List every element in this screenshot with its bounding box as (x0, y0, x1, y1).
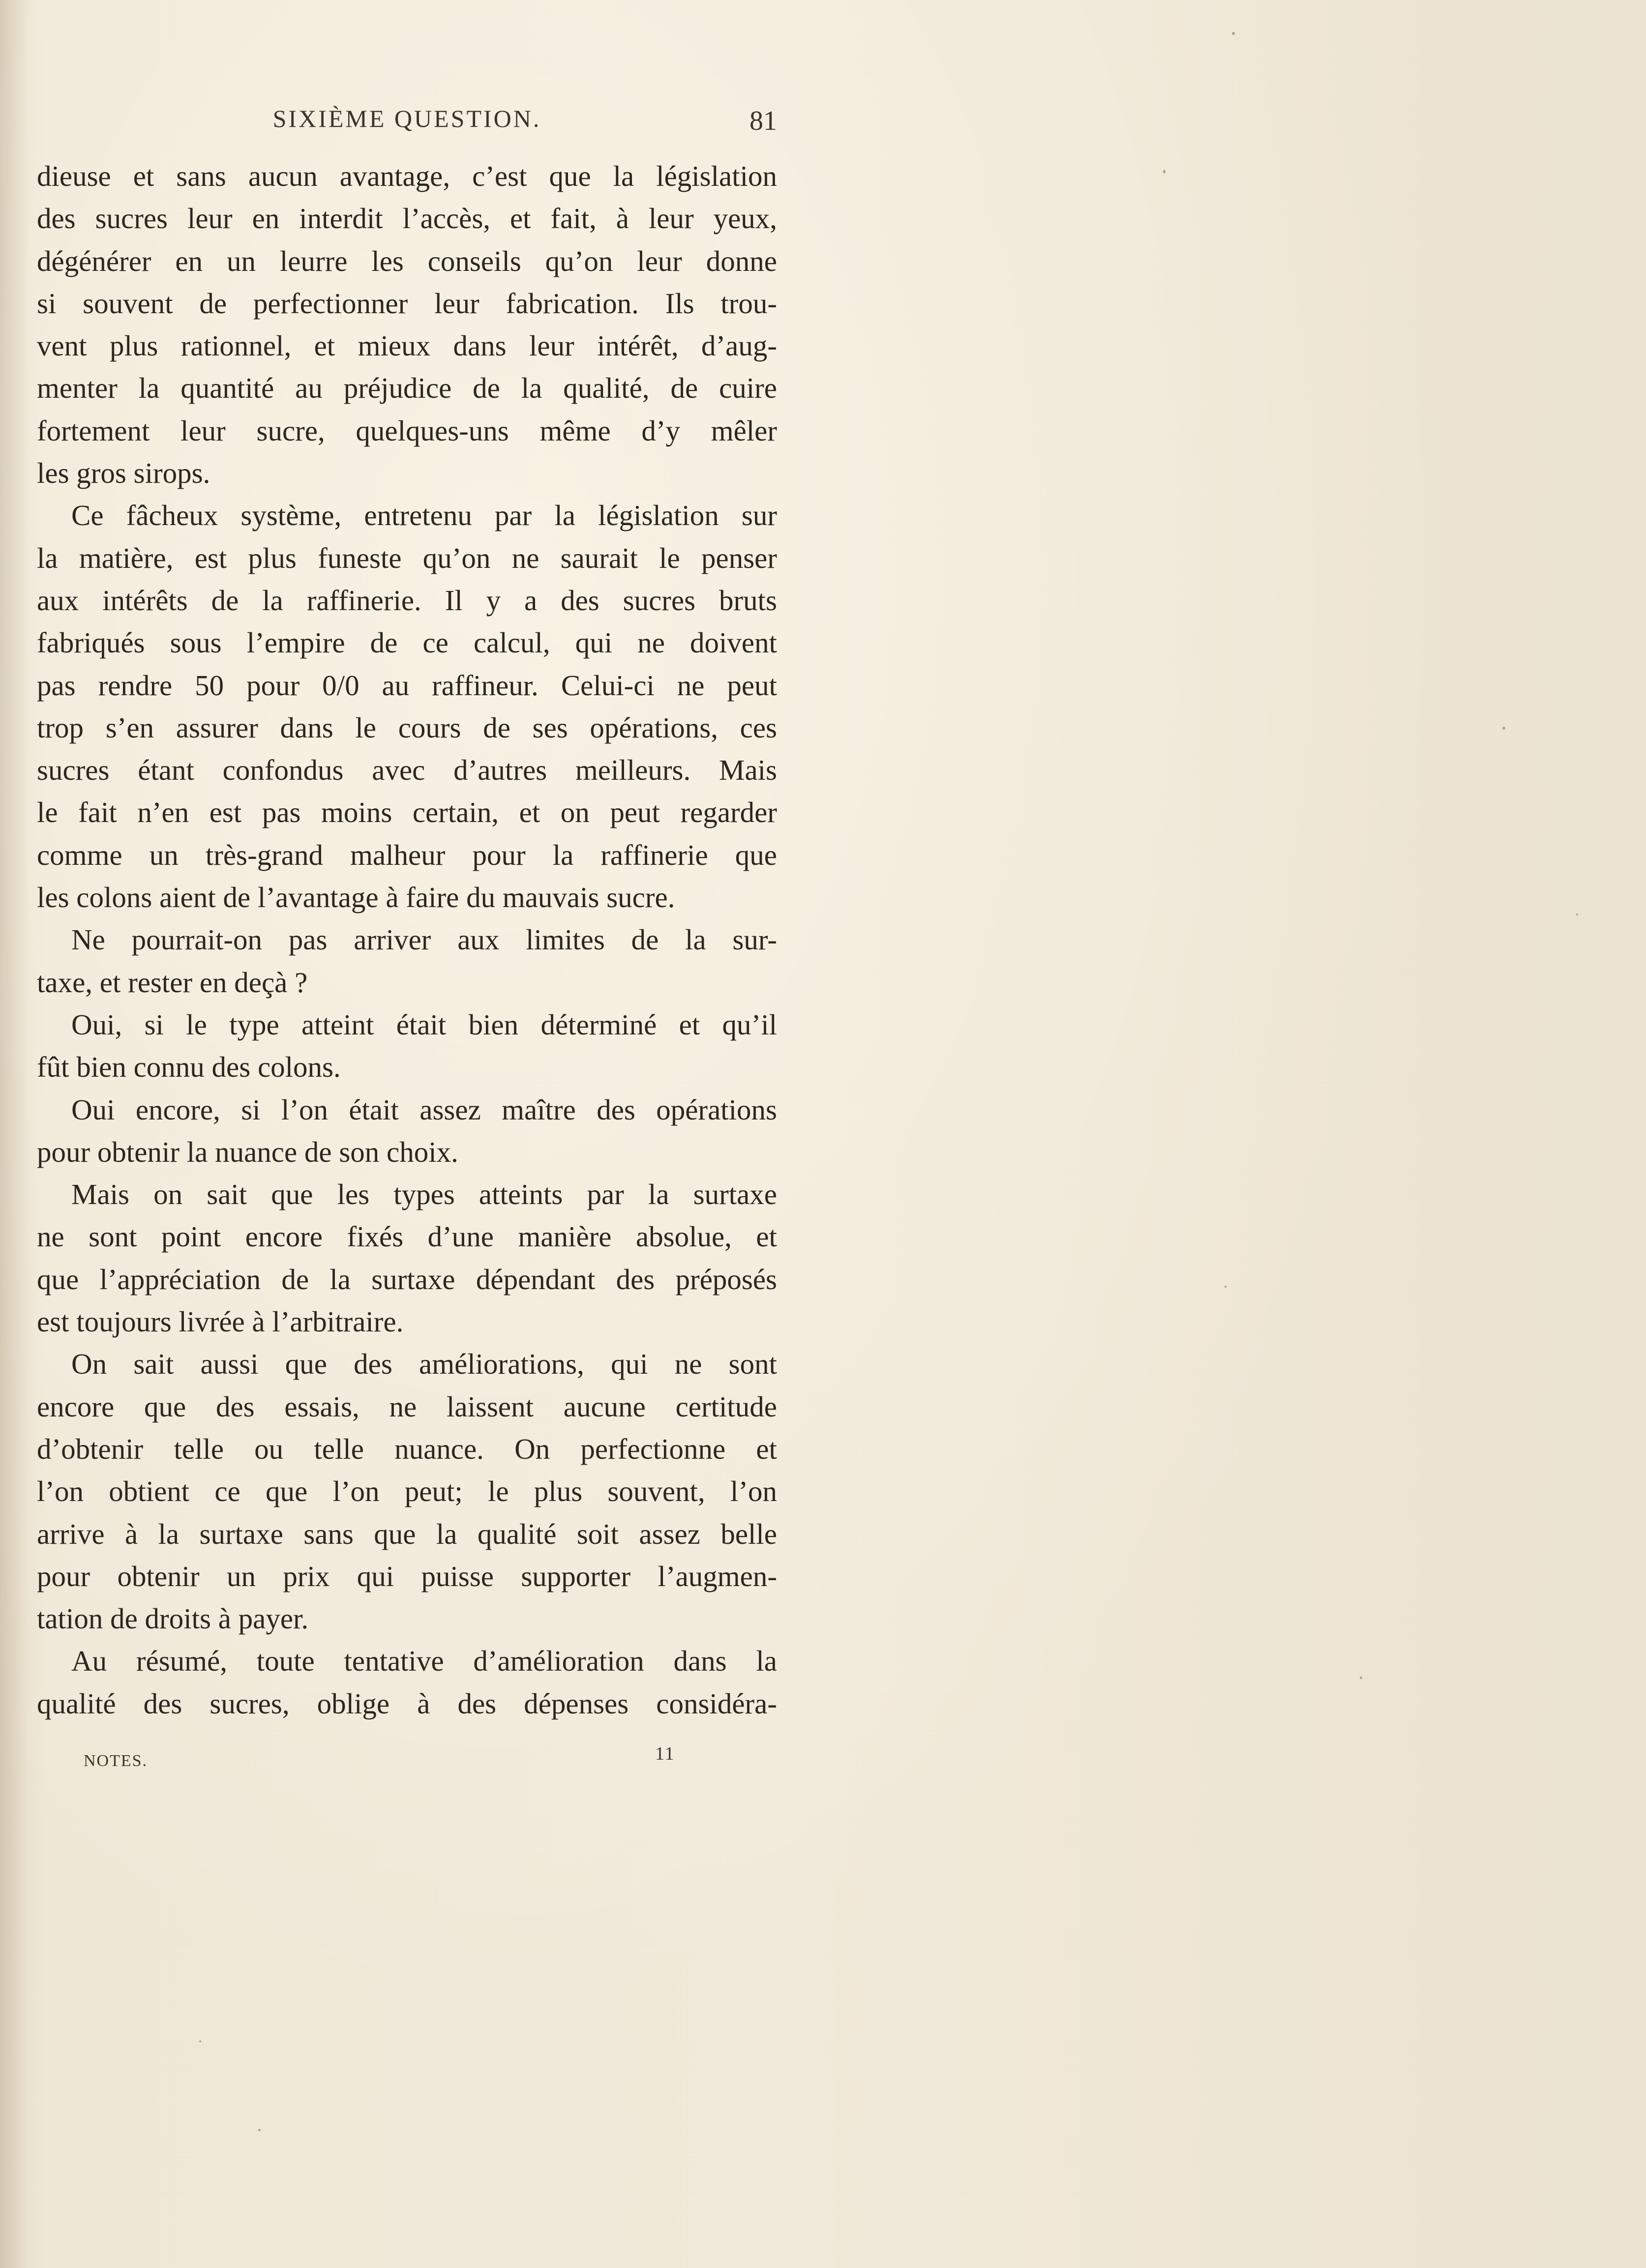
signature-number: 11 (655, 1743, 675, 1764)
text-line: trop s’en assurer dans le cours de ses opérations, ces (37, 711, 777, 744)
text-line: arrive à la surtaxe sans que la qualité soit assez belle (37, 1517, 777, 1550)
page-number: 81 (749, 106, 777, 136)
binding-shadow (0, 0, 30, 2268)
paper-speck (1502, 727, 1505, 730)
text-line: Ne pourrait-on pas arriver aux limites de la sur- (71, 923, 777, 956)
text-line: que l’appréciation de la surtaxe dépendant des préposés (37, 1263, 777, 1296)
text-line: On sait aussi que des améliorations, qui ne sont (71, 1348, 777, 1381)
text-line: est toujours livrée à l’arbitraire. (37, 1305, 404, 1338)
paper-speck (1360, 1677, 1362, 1679)
text-line: des sucres leur en interdit l’accès, et fait, à leur yeux, (37, 202, 777, 235)
text-line: dégénérer en un leurre les conseils qu’on leur donne (37, 244, 777, 277)
text-line: qualité des sucres, oblige à des dépenses considéra- (37, 1687, 777, 1720)
body-text (37, 155, 777, 1725)
text-line: Oui, si le type atteint était bien déterminé et qu’il (71, 1008, 777, 1041)
text-line: pour obtenir la nuance de son choix. (37, 1135, 458, 1168)
text-line: Oui encore, si l’on était assez maître des opérations (71, 1093, 777, 1126)
text-line: fortement leur sucre, quelques-uns même d’y mêler (37, 414, 777, 447)
text-line: comme un très-grand malheur pour la raffinerie que (37, 838, 777, 871)
text-line: aux intérêts de la raffinerie. Il y a des sucres bruts (37, 584, 777, 617)
paper-speck (199, 2040, 201, 2042)
text-line: si souvent de perfectionner leur fabrication. Ils trou- (37, 287, 777, 320)
running-title: SIXIÈME QUESTION. (272, 105, 541, 132)
text-line: vent plus rationnel, et mieux dans leur intérêt, d’aug- (37, 329, 777, 362)
text-line: encore que des essais, ne laissent aucune certitude (37, 1390, 777, 1423)
text-line: fût bien connu des colons. (37, 1051, 341, 1084)
paper-speck (258, 2129, 261, 2131)
text-line: sucres étant confondus avec d’autres meilleurs. Mais (37, 754, 777, 787)
text-line: d’obtenir telle ou telle nuance. On perfectionne et (37, 1432, 777, 1465)
paper-speck (1576, 913, 1578, 915)
text-line: l’on obtient ce que l’on peut; le plus souvent, l’on (37, 1475, 777, 1508)
text-line: pas rendre 50 pour 0/0 au raffineur. Celui-ci ne peut (37, 669, 777, 702)
text-line: les colons aient de l’avantage à faire du mauvais sucre. (37, 881, 675, 914)
running-head (37, 104, 777, 148)
paper-speck (1225, 1286, 1227, 1288)
signature-mark: NOTES. (84, 1752, 148, 1770)
page-footer (37, 1743, 777, 1772)
text-line: fabriqués sous l’empire de ce calcul, qui ne doivent (37, 626, 777, 659)
text-line: pour obtenir un prix qui puisse supporter l’augmen- (37, 1560, 777, 1592)
paper-speck (1232, 32, 1235, 35)
text-line: dieuse et sans aucun avantage, c’est que la législation (37, 160, 777, 192)
text-line: Mais on sait que les types atteints par la surtaxe (71, 1178, 777, 1211)
text-line: la matière, est plus funeste qu’on ne saurait le penser (37, 541, 777, 574)
text-line: les gros sirops. (37, 457, 210, 490)
text-line: tation de droits à payer. (37, 1602, 309, 1635)
paper-speck (1163, 170, 1166, 174)
text-line: Ce fâcheux système, entretenu par la législation sur (71, 499, 777, 532)
text-line: Au résumé, toute tentative d’amélioration dans la (71, 1645, 777, 1678)
text-line: ne sont point encore fixés d’une manière absolue, et (37, 1220, 777, 1253)
text-line: menter la quantité au préjudice de la qualité, de cuire (37, 372, 777, 405)
text-line: taxe, et rester en deçà ? (37, 966, 308, 999)
text-line: le fait n’en est pas moins certain, et on peut regarder (37, 796, 777, 829)
